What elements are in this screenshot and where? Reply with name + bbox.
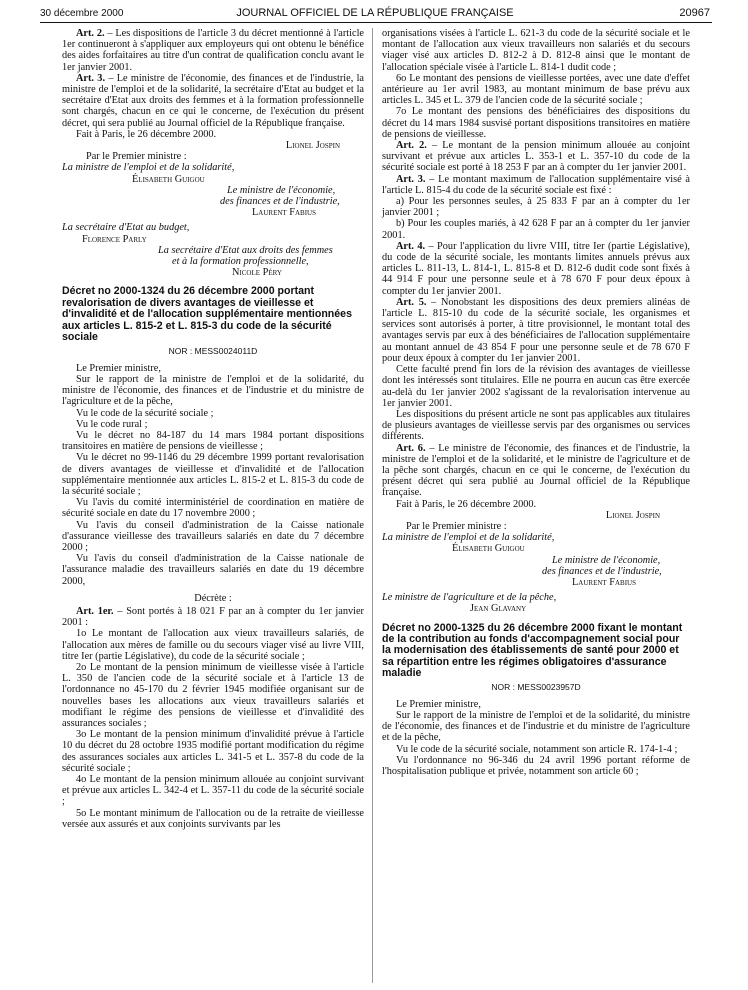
secretary-women: La secrétaire d'Etat aux droits des femmes — [158, 244, 333, 256]
decree-1325-nor: NOR : MESS0023957D — [491, 681, 581, 692]
minister-economie-2: Le ministre de l'économie, — [552, 554, 661, 566]
article-5-para-3: Les dispositions du présent article ne sont pas applicables aux titulaires de plusieurs avantages de vieillesse servis par des organismes ou services différents. — [382, 408, 690, 443]
secretary-budget: La secrétaire d'Etat au budget, — [62, 222, 190, 234]
signature-guigou-2: Élisabeth Guigou — [452, 543, 525, 555]
minister-emploi-2: La ministre de l'emploi et de la solidarité, — [382, 532, 555, 544]
header-date: 30 décembre 2000 — [40, 8, 124, 19]
signature-jospin-2: Lionel Jospin — [605, 509, 660, 521]
article-4: Art. 4. – Pour l'application du livre VIII, titre Ier (partie Législative), du code de la sécurité sociale, les montants limites annuels prévus aux articles L. 811-13, L. 814-1, L. 815-8 et D. 812-6 dudit code sont fixés à 44 914 F pour une personne seule et à 78 670 F pour deux époux à compter du 1er janvier 2001. — [382, 240, 690, 297]
article-2: Art. 2. – Les dispositions de l'article 3 du décret mentionné à l'article 1er continueront à s'appliquer aux employeurs qui ont obtenu le bénéfice des aides forfaitaires au titre d'un contrat de qualification conclu avant le 1er janvier 2001. — [62, 28, 365, 73]
item-3: 3o Le montant de la pension minimum d'invalidité prévue à l'article 10 du décret du 28 octobre 1935 modifié portant modification du régime des assurances sociales aux articles L. 341-5 et L. 357-8 du code de la sécurité sociale ; — [62, 729, 364, 774]
visa-code-secu: Vu le code de la sécurité sociale ; — [76, 407, 214, 419]
left-column — [62, 28, 364, 830]
signature-jospin: Lionel Jospin — [285, 140, 340, 152]
par-le-premier-ministre: Par le Premier ministre : — [86, 151, 187, 163]
signature-parly: Florence Parly — [82, 233, 147, 245]
secretary-training: et à la formation professionnelle, — [172, 256, 309, 268]
item-6: 6o Le montant des pensions de vieillesse portées, avec une date d'effet antérieure au 1er avril 1983, au montant minimum de base prévu aux articles L. 345 et L. 379 de l'ancien code de la sécurité sociale ; — [382, 72, 690, 107]
item-5: 5o Le montant minimum de l'allocation ou de la retraite de vieillesse versée aux assurés et aux conjoints survivants par les — [62, 807, 364, 830]
article-5-para-2: Cette faculté prend fin lors de la révision des avantages de vieillesse dont les intéressés sont titulaires. Elle ne pourra en aucun cas être exercée au-delà du 1er janvier 2002 s'agissant de la revalorisation intervenue au 1er janvier 2001. — [382, 364, 690, 409]
column-divider — [372, 28, 373, 983]
article-3-a: a) Pour les personnes seules, à 25 833 F par an à compter du 1er janvier 2001 ; — [382, 196, 690, 219]
header-title: JOURNAL OFFICIEL DE LA RÉPUBLIQUE FRANÇAISE — [236, 7, 514, 19]
signature-fabius: Laurent Fabius — [252, 207, 316, 219]
fait-a-paris: Fait à Paris, le 26 décembre 2000. — [76, 128, 217, 140]
premier-ministre-2: Le Premier ministre, — [396, 698, 481, 710]
minister-emploi: La ministre de l'emploi et de la solidarité, — [62, 162, 235, 174]
article-3: Art. 3. – Le ministre de l'économie, des finances et de l'industrie, la ministre de l'emploi et de la solidarité, la secrétaire d'Etat au budget et la secrétaire d'Etat aux droits des femmes et à la formation professionnelle sont chargés, chacun en ce qui le concerne, de l'exécution du présent décret, qui sera publié au Journal officiel de la République française. — [62, 72, 364, 129]
signature-pery: Nicole Péry — [232, 267, 282, 279]
minister-finances-2: des finances et de l'industrie, — [542, 565, 662, 577]
page-header — [40, 6, 710, 22]
decree-1324-nor: NOR : MESS0024011D — [168, 345, 258, 356]
minister-finances: des finances et de l'industrie, — [220, 196, 340, 208]
signature-fabius-2: Laurent Fabius — [572, 576, 636, 588]
visa-comite: Vu l'avis du comité interministériel de coordination en matière de sécurité sociale en date du 17 novembre 2000 ; — [62, 497, 364, 520]
minister-agriculture: Le ministre de l'agriculture et de la pêche, — [382, 592, 557, 604]
decree-1325-title: Décret no 2000-1325 du 26 décembre 2000 fixant le montant de la contribution au fonds d'accompagnement social pour la modernisation des établissements de santé pour 2000 et sa répartition entre les régimes obligatoires d'assurance maladie — [382, 621, 683, 680]
minister-economie: Le ministre de l'économie, — [227, 184, 336, 196]
article-3-bb: b) Pour les couples mariés, à 42 628 F par an à compter du 1er janvier 2001. — [382, 218, 690, 241]
visa-ordonnance-96: Vu l'ordonnance no 96-346 du 24 avril 1996 portant réforme de l'hospitalisation publique et privée, notamment son article 60 ; — [382, 754, 690, 778]
fait-a-paris-2: Fait à Paris, le 26 décembre 2000. — [396, 498, 537, 510]
visa-cnav: Vu l'avis du conseil d'administration de la Caisse nationale d'assurance vieillesse des travailleurs salariés en date du 7 décembre 2000 ; — [62, 519, 364, 553]
visa-cnam: Vu l'avis du conseil d'administration de la Caisse nationale de l'assurance maladie des travailleurs salariés en date du 19 décembre 2000, — [62, 553, 364, 587]
premier-ministre: Le Premier ministre, — [76, 362, 161, 374]
item-5-cont: organisations visées à l'article L. 621-3 du code de la sécurité sociale et le montant de l'allocation aux vieux travailleurs non salariés et du secours viager visé aux articles D. 812-2 à D. 812-8 ainsi que le montant de l'allocation spéciale visée à l'article L. 814-1 dudit code ; — [382, 28, 690, 73]
visa-decret-84: Vu le décret no 84-187 du 14 mars 1984 portant dispositions transitoires en matière de pensions de vieillesse ; — [62, 429, 364, 453]
item-7: 7o Le montant des pensions des bénéficiaires des dispositions du décret du 14 mars 1984 susvisé portant dispositions transitoires en matière de pensions de vieillesse. — [382, 106, 690, 140]
item-1: 1o Le montant de l'allocation aux vieux travailleurs salariés, de l'allocation aux mères de famille ou du secours viager visé au livre VIII, titre Ier (partie Législative), du code de la sécurité sociale ; — [62, 628, 364, 662]
header-rule — [40, 22, 712, 23]
visa-rapport-2: Sur le rapport de la ministre de l'emploi et de la solidarité, du ministre de l'économie, des finances et de l'industrie et du ministre de l'agriculture et de la pêche, — [382, 710, 690, 744]
signature-guigou: Élisabeth Guigou — [132, 173, 205, 185]
signature-glavany: Jean Glavany — [470, 603, 527, 615]
item-4: 4o Le montant de la pension minimum allouée au conjoint survivant et prévue aux articles L. 342-4 et L. 357-11 du code de la sécurité sociale ; — [62, 774, 364, 808]
visa-rapport: Sur le rapport de la ministre de l'emploi et de la solidarité, du ministre de l'économie, des finances et de l'industrie et du ministre de l'agriculture et de la pêche, — [62, 373, 364, 408]
visa-code-secu-2: Vu le code de la sécurité sociale, notamment son article R. 174-1-4 ; — [396, 743, 678, 755]
header-page-number: 20967 — [679, 7, 710, 19]
right-column — [382, 28, 690, 777]
article-1: Art. 1er. – Sont portés à 18 021 F par an à compter du 1er janvier 2001 : — [62, 605, 364, 629]
visa-code-rural: Vu le code rural ; — [76, 418, 148, 430]
decree-1324-title: Décret no 2000-1324 du 26 décembre 2000 portant revalorisation de divers avantages de vieillesse et d'invalidité et de l'allocation supplémentaire mentionnées aux articles L. 815-2 et L. 815-3 du code de la sécurité sociale — [62, 285, 352, 344]
article-2-b: Art. 2. – Le montant de la pension minimum allouée au conjoint survivant et prévue aux articles L. 353-1 et L. 357-10 du code de la sécurité sociale est porté à 18 253 F par an à compter du 1er janvier 2001. — [382, 140, 691, 174]
decrete: Décrète : — [194, 592, 232, 604]
article-3-b: Art. 3. – Le montant maximum de l'allocation supplémentaire visé à l'article L. 815-4 du code de la sécurité sociale est fixé : — [382, 173, 690, 196]
item-2: 2o Le montant de la pension minimum de vieillesse visée à l'article L. 350 de l'ancien code de la sécurité sociale et à l'article 13 de l'ordonnance no 45-170 du 2 février 1945 modifiée organisant sur de nouvelles bases les allocations aux vieux travailleurs salariés et modifiant le régime des pensions de vieillesse et d'invalidité des assurances sociales ; — [62, 661, 364, 729]
article-6: Art. 6. – Le ministre de l'économie, des finances et de l'industrie, la ministre de l'emploi et de la solidarité, et le ministre de l'agriculture et de la pêche sont chargés, chacun en ce qui le concerne, de l'exécution du présent décret qui sera publié au Journal officiel de la République française. — [382, 442, 690, 499]
article-5: Art. 5. – Nonobstant les dispositions des deux premiers alinéas de l'article L. 815-10 du code de la sécurité sociale, les organismes et services sont autorisés à porter, à titre provisionnel, le montant total des avantages servis par eux à des bénéficiaires de l'allocation supplémentaire au montant annuel de 43 854 F pour une personne seule et de 78 670 F pour deux époux à compter du 1er janvier 2001. — [382, 296, 691, 364]
visa-decret-99: Vu le décret no 99-1146 du 29 décembre 1999 portant revalorisation de divers avantages de vieillesse et d'invalidité et de l'allocation supplémentaire mentionnée aux articles L. 815-2 et L. 815-3 du code de la sécurité sociale ; — [62, 452, 364, 497]
par-le-premier-ministre-2: Par le Premier ministre : — [406, 520, 507, 532]
